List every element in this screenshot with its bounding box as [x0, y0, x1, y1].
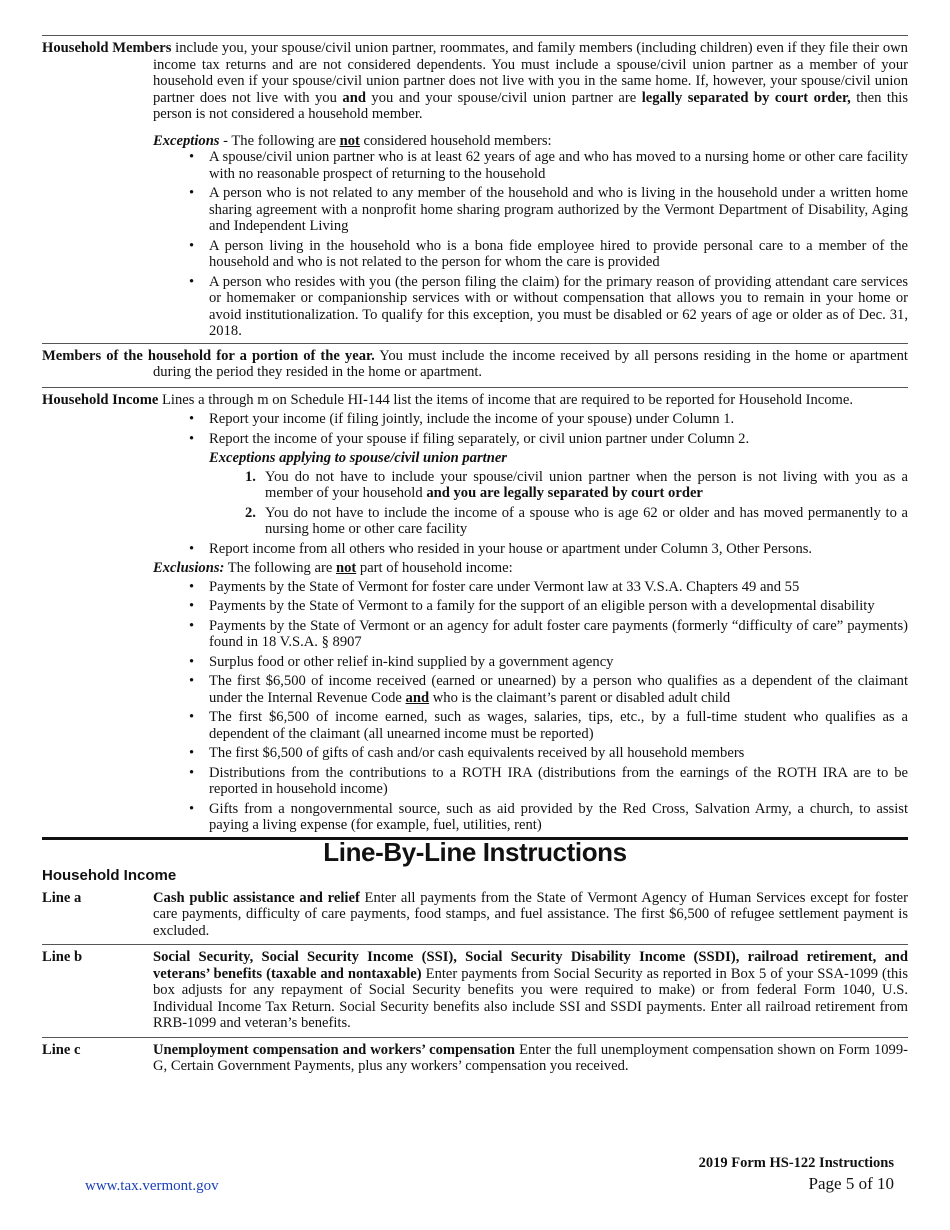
divider: [42, 1037, 908, 1038]
household-members-exceptions-list: [153, 149, 908, 340]
divider: [42, 387, 908, 388]
household-income-columns-list: [153, 411, 908, 447]
footer-website-link[interactable]: www.tax.vermont.gov: [85, 1178, 219, 1194]
exclusions-list: [153, 579, 908, 834]
line-label: Line c: [42, 1041, 81, 1058]
partner-exceptions-list: [153, 469, 908, 538]
portion-of-year-term: Members of the household for a portion of the year.: [42, 347, 375, 364]
partner-exceptions-heading: Exceptions applying to spouse/civil union partner: [209, 450, 507, 466]
list-item: • Distributions from the contributions to a ROTH IRA (distributions from the earnings of the ROTH IRA are to be reported in household income): [153, 765, 908, 798]
line-c-row: Line c Unemployment compensation and workers’ compensation Enter the full unemployment compensation shown on Form 1099-G, Certain Government Payments, plus any workers’ compensation you received.: [42, 1041, 908, 1074]
line-label: Line a: [42, 889, 82, 906]
list-item: • Payments by the State of Vermont for foster care under Vermont law at 33 V.S.A. Chapters 49 and 55: [153, 579, 908, 596]
list-item: 1. You do not have to include your spouse/civil union partner when the person is not living with you as a member of your household and you are legally separated by court order: [245, 468, 908, 501]
divider: [42, 35, 908, 36]
portion-of-year-paragraph: Members of the household for a portion of the year. You must include the income received by all persons residing in the home or apartment during the period they resided in the home or apartment.: [42, 347, 908, 380]
line-label: Line b: [42, 949, 83, 965]
list-item: • A person who resides with you (the person filing the claim) for the primary reason of providing attendant care services or homemaker or companionship services with or without compensation that allows you to remain in your home or avoid institutionalization. To qualify for this exception, you must be disabled or 62 years of age or older as of Dec. 31, 2018.: [153, 274, 908, 340]
household-members-exceptions-intro: Exceptions - The following are not considered household members:: [153, 132, 552, 149]
list-item: • Report the income of your spouse if filing separately, or civil union partner under Column 2.: [153, 431, 908, 448]
list-item: • The first $6,500 of gifts of cash and/or cash equivalents received by all household members: [153, 745, 908, 762]
list-item: • A spouse/civil union partner who is at least 62 years of age and who has moved to a nursing home or other care facility with no reasonable prospect of returning to the household: [153, 149, 908, 182]
household-members-paragraph: Household Members include you, your spouse/civil union partner, roommates, and family members (including children) even if they file their own income tax returns and are not considered dependents. You must include a spouse/civil union partner as a member of your household even if your spouse/civil union partner does not live with you in the same home. If, however, your spouse/civil union partner does not live with you and you and your spouse/civil union partner are legally separated by court order, then this person is not considered a household member.: [42, 40, 909, 122]
household-income-paragraph: Household Income Lines a through m on Schedule HI-144 list the items of income that are required to be reported for Household Income.: [42, 391, 853, 408]
line-a-row: Line a Cash public assistance and relief Enter all payments from the State of Vermont Agency of Human Services except for foster care payments, difficulty of care payments, food stamps, and fuel assistance. The first $6,500 of refugee settlement payment is excluded.: [42, 889, 908, 939]
list-item: • The first $6,500 of income earned, such as wages, salaries, tips, etc., by a full-time student who qualifies as a dependent of the claimant (all unearned income must be reported): [153, 709, 908, 742]
household-income-term: Household Income: [42, 391, 159, 408]
page-content: [42, 0, 908, 1075]
divider: [42, 944, 908, 945]
household-members-term: Household Members: [42, 40, 172, 56]
footer-form-title: 2019 Form HS-122 Instructions: [698, 1155, 894, 1171]
list-item: • A person living in the household who is a bona fide employee hired to provide personal care to a member of the household and who is not related to the person for whom the care is provided: [153, 238, 908, 271]
list-item: 2. You do not have to include the income of a spouse who is age 62 or older and has moved permanently to a nursing home or other care facility: [245, 504, 908, 537]
list-item: • A person who is not related to any member of the household and who is living in the household under a written home sharing agreement with a nonprofit home sharing program authorized by the Vermont Department of Disability, Aging and Independent Living: [153, 185, 908, 235]
list-item: • Report your income (if filing jointly, include the income of your spouse) under Column 1.: [153, 411, 908, 428]
exclusions-intro: Exclusions: The following are not part of household income:: [153, 560, 513, 576]
line-by-line-title: Line-By-Line Instructions: [323, 836, 627, 867]
list-item: • Surplus food or other relief in-kind supplied by a government agency: [153, 654, 908, 671]
list-item: • Gifts from a nongovernmental source, such as aid provided by the Red Cross, Salvation Army, a church, to assist paying a living expense (for example, fuel, utilities, rent): [153, 801, 908, 834]
list-item: • Payments by the State of Vermont or an agency for adult foster care payments (formerly “difficulty of care” payments) found in 18 V.S.A. § 8907: [153, 618, 908, 651]
footer-page-number: Page 5 of 10: [808, 1174, 894, 1193]
divider: [42, 343, 908, 344]
household-income-section-heading: Household Income: [42, 867, 177, 884]
line-b-row: Line b Social Security, Social Security Income (SSI), Social Security Disability Income (SSDI), railroad retirement, and veterans’ benefits (taxable and nontaxable) Enter payments from Social Security as reported in Box 5 of your SSA-1099 (this box adjusts for any repayment of Social Security benefits you were required to make) or from federal Form 1040, U.S. Individual Income Tax Return. Social Security benefits also include SSI and SSDI payments. Enter all railroad retirement from RRB-1099 and veteran’s benefits.: [42, 949, 908, 1031]
list-item: • Payments by the State of Vermont to a family for the support of an eligible person with a developmental disability: [153, 598, 908, 615]
list-item: • The first $6,500 of income received (earned or unearned) by a person who qualifies as a dependent of the claimant under the Internal Revenue Code and who is the claimant’s parent or disabled adult child: [153, 673, 908, 706]
list-item: • Report income from all others who resided in your house or apartment under Column 3, Other Persons.: [153, 541, 908, 558]
